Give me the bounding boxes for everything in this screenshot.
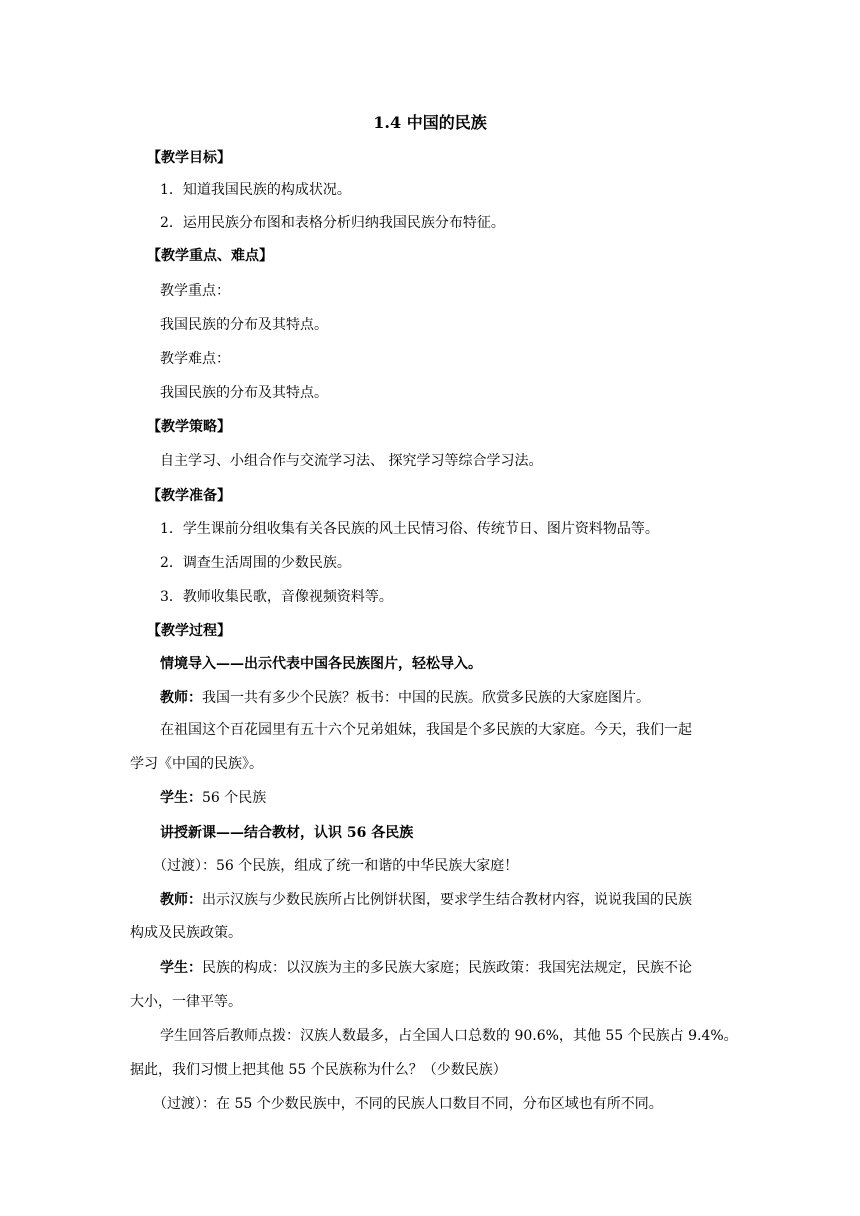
teacher-line-1 — [160, 686, 750, 710]
page-title: 1.4 中国的民族 — [373, 113, 487, 132]
section-heading-goals: 【教学目标】 — [147, 150, 231, 166]
goal-item-1: 1．知道我国民族的构成状况。 — [160, 182, 351, 198]
teacher-text: 出示汉族与少数民族所占比例饼状图，要求学生结合教材内容，说说我国的民族 — [202, 892, 692, 908]
paragraph-1-line-2: 学习《中国的民族》。 — [130, 756, 263, 772]
student-line-2-cont: 大小，一律平等。 — [130, 994, 242, 1010]
transition-1: （过渡）：56 个民族，组成了统一和谐的中华民族大家庭！ — [153, 858, 519, 874]
teacher-line-2 — [160, 888, 750, 912]
difficulty-label: 教学难点： — [160, 351, 230, 367]
prep-item-1: 1．学生课前分组收集有关各民族的风土民情习俗、传统节日、图片资料物品等。 — [160, 521, 659, 537]
key-point-text: 我国民族的分布及其特点。 — [160, 317, 328, 333]
goal-item-2: 2．运用民族分布图和表格分析归纳我国民族分布特征。 — [160, 215, 505, 231]
student-text: 56 个民族 — [202, 790, 267, 806]
paragraph-1-line-1: 在祖国这个百花园里有五十六个兄弟姐妹，我国是个多民族的大家庭。今天，我们一起 — [160, 722, 692, 738]
intro-heading: 情境导入——出示代表中国各民族图片，轻松导入。 — [160, 656, 482, 672]
paragraph-2-line-2: 据此，我们习惯上把其他 55 个民族称为什么？（少数民族） — [130, 1062, 507, 1078]
teacher-label: 教师： — [160, 892, 202, 908]
student-line-2 — [160, 956, 750, 980]
student-label: 学生： — [160, 960, 202, 976]
prep-item-2: 2．调查生活周围的少数民族。 — [160, 555, 351, 571]
new-lesson-heading: 讲授新课——结合教材，认识 56 各民族 — [160, 825, 414, 841]
transition-2: （过渡）：在 55 个少数民族中，不同的民族人口数目不同，分布区域也有所不同。 — [153, 1096, 663, 1112]
teacher-label: 教师： — [160, 690, 202, 706]
student-label: 学生： — [160, 790, 202, 806]
teacher-text: 我国一共有多少个民族？板书：中国的民族。欣赏多民族的大家庭图片。 — [202, 690, 650, 706]
key-point-label: 教学重点： — [160, 283, 230, 299]
section-heading-preparation: 【教学准备】 — [147, 488, 231, 504]
student-line-1 — [160, 786, 750, 810]
strategy-text: 自主学习、小组合作与交流学习法、 探究学习等综合学习法。 — [160, 453, 543, 469]
section-heading-strategy: 【教学策略】 — [147, 419, 231, 435]
teacher-line-2-cont: 构成及民族政策。 — [130, 925, 242, 941]
prep-item-3: 3．教师收集民歌，音像视频资料等。 — [160, 589, 393, 605]
student-text: 民族的构成：以汉族为主的多民族大家庭；民族政策：我国宪法规定，民族不论 — [202, 960, 692, 976]
section-heading-process: 【教学过程】 — [147, 623, 231, 639]
section-heading-key-points: 【教学重点、难点】 — [147, 248, 273, 264]
paragraph-2-line-1: 学生回答后教师点拨：汉族人数最多，占全国人口总数的 90.6%，其他 55 个民族占 9.4%。 — [160, 1028, 738, 1044]
difficulty-text: 我国民族的分布及其特点。 — [160, 385, 328, 401]
